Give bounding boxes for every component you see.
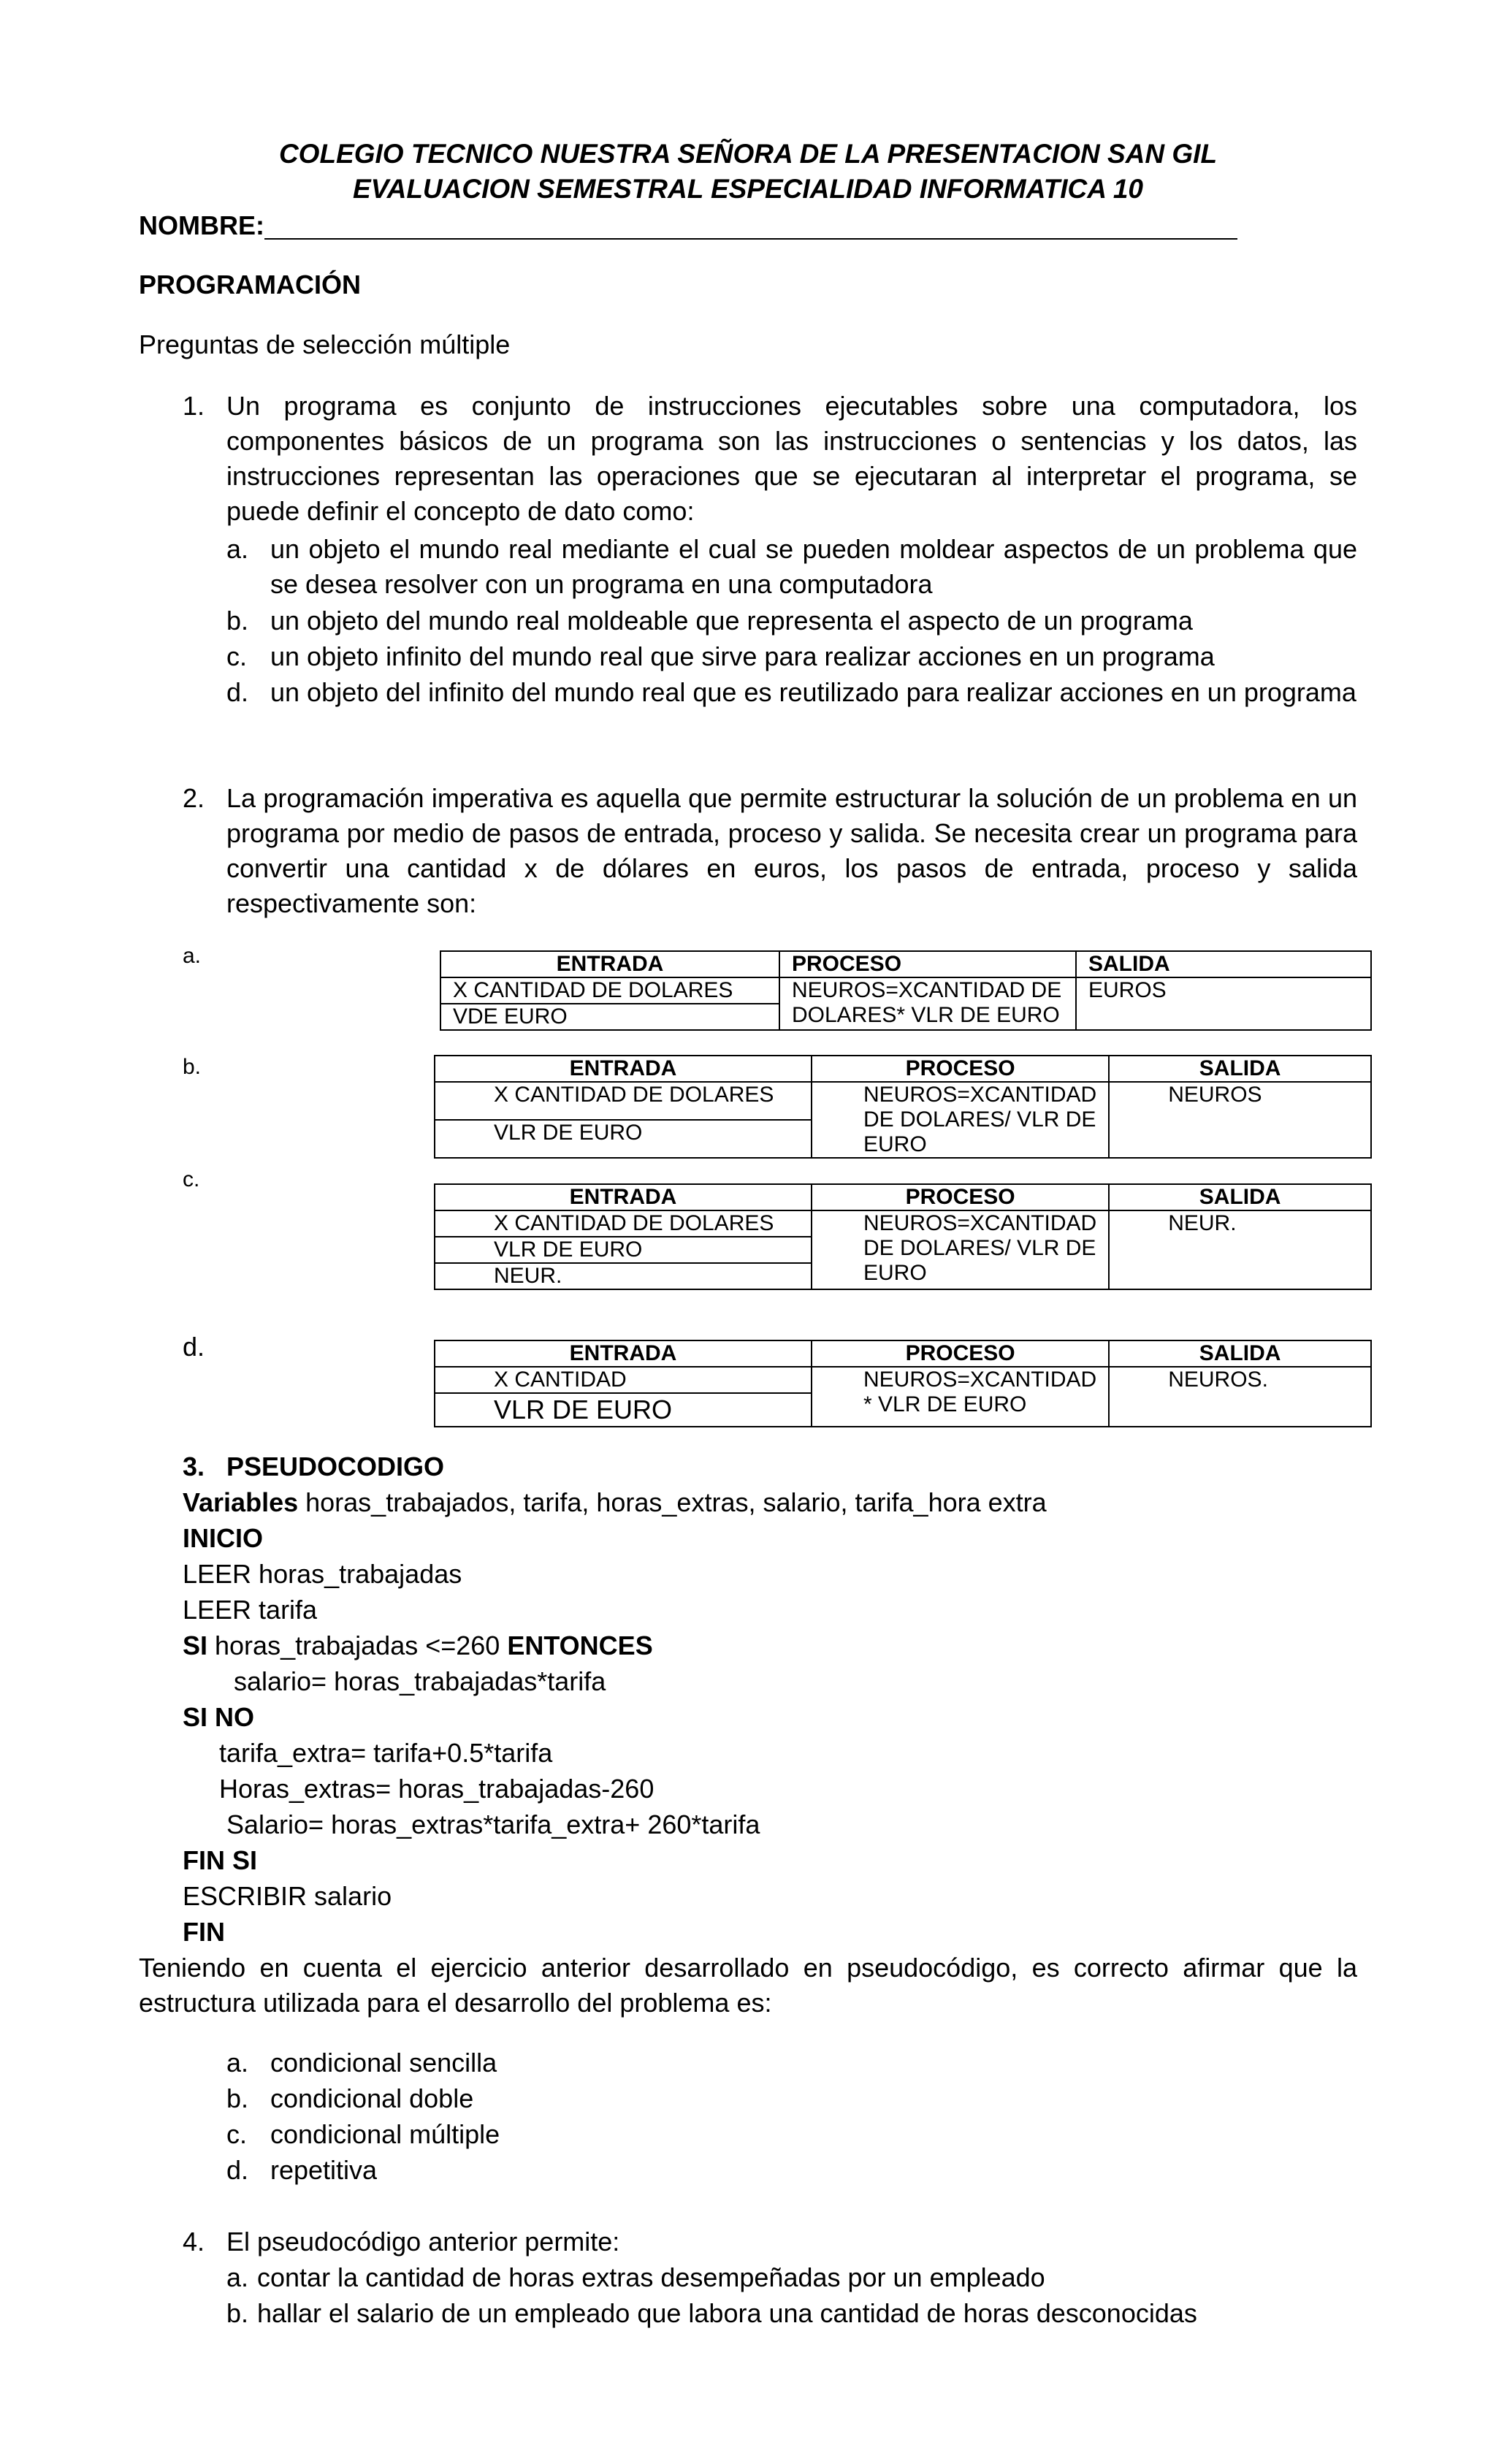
q2-text: La programación imperativa es aquella que permite estructurar la solución de un problema en un programa por medio de pasos de entrada, proceso y salida. Se necesita crear un programa para convertir una cantidad x de dólares en euros, los pasos de entrada, proceso y salida respectivamente son: (226, 783, 1357, 918)
code-line-escribir: ESCRIBIR salario (183, 1881, 392, 1911)
table-header-entrada: ENTRADA (435, 1184, 812, 1210)
q4-number: 4. (183, 2227, 205, 2257)
q2-option-c-letter: c. (183, 1167, 200, 1191)
q3-option-a[interactable]: condicional sencilla (270, 2048, 497, 2078)
table-cell-salida: NEUR. (1109, 1210, 1371, 1289)
table-header-proceso: PROCESO (812, 1056, 1109, 1082)
q1-option-b[interactable]: un objeto del mundo real moldeable que representa el aspecto de un programa (270, 606, 1193, 636)
code-line-tarifa-extra: tarifa_extra= tarifa+0.5*tarifa (219, 1738, 553, 1768)
code-line-salario-extra: Salario= horas_extras*tarifa_extra+ 260*tarifa (226, 1809, 760, 1839)
q2-option-a-letter: a. (183, 944, 202, 968)
q1-option-c[interactable]: un objeto infinito del mundo real que sirve para realizar acciones en un programa (270, 641, 1215, 671)
q2-option-d-table[interactable] (434, 1340, 1372, 1427)
table-header-entrada: ENTRADA (435, 1056, 812, 1082)
code-line-inicio: INICIO (183, 1523, 264, 1553)
q4-option-b[interactable]: hallar el salario de un empleado que labora una cantidad de horas desconocidas (257, 2298, 1197, 2328)
q2-option-b-table[interactable] (434, 1055, 1372, 1159)
q3-option-d-letter: d. (226, 2155, 249, 2185)
table-header-salida: SALIDA (1109, 1340, 1371, 1367)
table-header-proceso: PROCESO (812, 1184, 1109, 1210)
code-line-leer-tarifa: LEER tarifa (183, 1595, 318, 1625)
table-header-entrada: ENTRADA (440, 951, 779, 977)
code-keyword: Variables (183, 1487, 299, 1517)
q4-option-a-letter: a. (226, 2262, 249, 2292)
name-blank-line[interactable] (264, 238, 1237, 240)
table-cell-entrada-1: X CANTIDAD DE DOLARES (435, 1210, 812, 1237)
table-header-entrada: ENTRADA (435, 1340, 812, 1367)
q3-number: 3. (183, 1452, 205, 1481)
exam-title: EVALUACION SEMESTRAL ESPECIALIDAD INFORMATICA 10 (353, 174, 1143, 204)
q2-option-d-letter: d. (183, 1332, 205, 1362)
q4-text: El pseudocódigo anterior permite: (226, 2227, 620, 2257)
q3-question: Teniendo en cuenta el ejercicio anterior desarrollado en pseudocódigo, es correcto afirmar que la estructura utilizada para el desarrollo del problema es: (139, 1953, 1357, 2018)
q2-option-c-table[interactable] (434, 1183, 1372, 1290)
code-text: horas_trabajados, tarifa, horas_extras, salario, tarifa_hora extra (298, 1487, 1047, 1517)
q1-option-a[interactable]: un objeto el mundo real mediante el cual se pueden moldear aspectos de un problema que se desea resolver con un programa en una computadora (270, 534, 1357, 599)
table-header-proceso: PROCESO (779, 951, 1076, 977)
subtitle: Preguntas de selección múltiple (139, 329, 511, 359)
q4-option-a[interactable]: contar la cantidad de horas extras desempeñadas por un empleado (257, 2262, 1045, 2292)
code-text: horas_trabajadas <=260 (207, 1630, 508, 1660)
code-line-horas-extras: Horas_extras= horas_trabajadas-260 (219, 1774, 654, 1804)
table-cell-proceso: NEUROS=XCANTIDAD DE DOLARES* VLR DE EURO (779, 977, 1076, 1030)
q3-option-b-letter: b. (226, 2083, 249, 2113)
code-line-leer-horas: LEER horas_trabajadas (183, 1559, 462, 1589)
table-cell-proceso: NEUROS=XCANTIDAD DE DOLARES/ VLR DE EURO (812, 1082, 1109, 1158)
q3-option-c[interactable]: condicional múltiple (270, 2119, 500, 2149)
q1-number: 1. (183, 391, 205, 421)
q1-option-b-letter: b. (226, 606, 249, 636)
q1-option-d-letter: d. (226, 677, 249, 707)
table-cell-entrada-2: VLR DE EURO (435, 1393, 812, 1427)
q1-option-a-letter: a. (226, 534, 249, 564)
table-cell-entrada-3: NEUR. (435, 1263, 812, 1289)
table-cell-entrada-2: VLR DE EURO (435, 1237, 812, 1263)
code-keyword: SI (183, 1630, 208, 1660)
q3-option-a-letter: a. (226, 2048, 249, 2078)
section-title: PROGRAMACIÓN (139, 270, 361, 300)
code-line-fin: FIN (183, 1917, 225, 1947)
table-header-salida: SALIDA (1076, 951, 1371, 977)
code-line-salario: salario= horas_trabajadas*tarifa (234, 1666, 606, 1696)
table-cell-entrada-2: VLR DE EURO (435, 1120, 812, 1158)
table-header-proceso: PROCESO (812, 1340, 1109, 1367)
table-cell-proceso: NEUROS=XCANTIDAD * VLR DE EURO (812, 1367, 1109, 1427)
code-line-variables (183, 1485, 1047, 1520)
q2-option-a-table[interactable] (440, 950, 1372, 1031)
table-cell-entrada-1: X CANTIDAD (435, 1367, 812, 1393)
table-cell-entrada-1: X CANTIDAD DE DOLARES (435, 1082, 812, 1120)
q3-option-b[interactable]: condicional doble (270, 2083, 474, 2113)
table-header-salida: SALIDA (1109, 1184, 1371, 1210)
code-line-fin-si: FIN SI (183, 1845, 258, 1875)
q2-option-b-letter: b. (183, 1055, 202, 1079)
table-cell-salida: NEUROS. (1109, 1367, 1371, 1427)
q3-option-c-letter: c. (226, 2119, 248, 2149)
q1-option-c-letter: c. (226, 641, 248, 671)
table-header-salida: SALIDA (1109, 1056, 1371, 1082)
table-cell-entrada-1: X CANTIDAD DE DOLARES (440, 977, 779, 1004)
table-cell-salida: NEUROS (1109, 1082, 1371, 1158)
school-name: COLEGIO TECNICO NUESTRA SEÑORA DE LA PRESENTACION SAN GIL (278, 139, 1218, 169)
table-cell-salida: EUROS (1076, 977, 1371, 1030)
code-line-si-no: SI NO (183, 1702, 255, 1732)
q3-title: PSEUDOCODIGO (226, 1452, 445, 1481)
q1-text: Un programa es conjunto de instrucciones ejecutables sobre una computadora, los componentes básicos de un programa son las instrucciones o sentencias y los datos, las instrucciones representan las operaciones que se ejecutaran al interpretar el programa, se puede definir el concepto de dato como: (226, 391, 1357, 526)
name-label: NOMBRE: (139, 210, 264, 240)
table-cell-entrada-2: VDE EURO (440, 1004, 779, 1030)
q4-option-b-letter: b. (226, 2298, 249, 2328)
q3-option-d[interactable]: repetitiva (270, 2155, 378, 2185)
q2-number: 2. (183, 783, 205, 813)
code-line-si (183, 1628, 653, 1663)
q1-option-d[interactable]: un objeto del infinito del mundo real que es reutilizado para realizar acciones en un programa (270, 677, 1356, 707)
table-cell-proceso: NEUROS=XCANTIDAD DE DOLARES/ VLR DE EURO (812, 1210, 1109, 1289)
code-keyword-entonces: ENTONCES (507, 1630, 653, 1660)
